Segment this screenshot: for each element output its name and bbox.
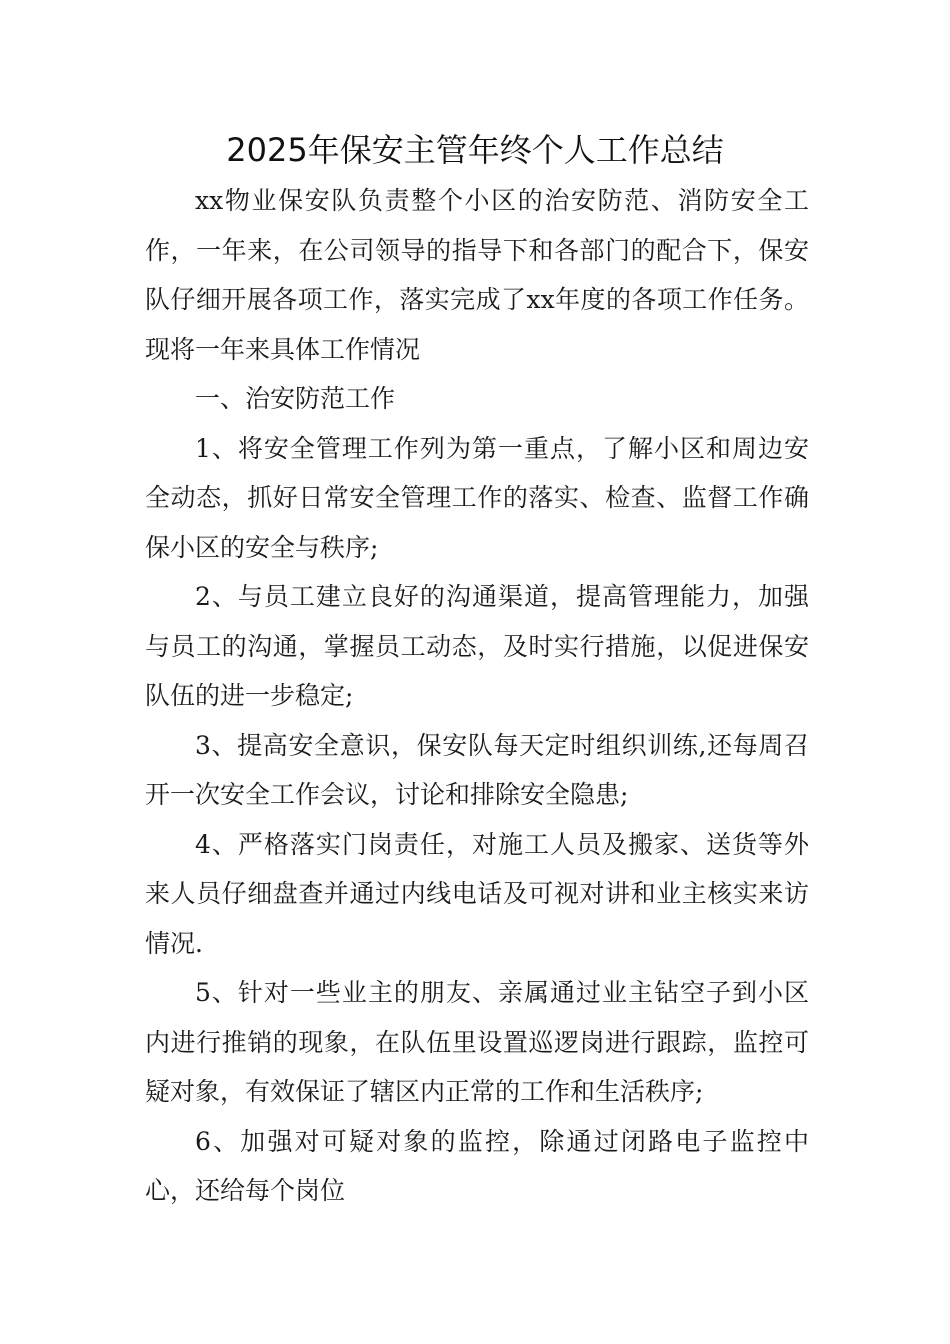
document-body — [145, 176, 809, 1216]
paragraph-intro: xx物业保安队负责整个小区的治安防范、消防安全工作，一年来，在公司领导的指导下和各部门的配合下，保安队仔细开展各项工作，落实完成了xx年度的各项工作任务。现将一年来具体工作情况 — [145, 186, 809, 364]
paragraph-item-3: 3、提高安全意识，保安队每天定时组织训练,还每周召开一次安全工作会议，讨论和排除安全隐患; — [145, 730, 809, 809]
paragraph-item-1: 1、将安全管理工作列为第一重点，了解小区和周边安全动态，抓好日常安全管理工作的落实、检查、监督工作确保小区的安全与秩序; — [145, 433, 809, 562]
document-title: 2025年保安主管年终个人工作总结 — [226, 131, 724, 169]
paragraph-item-2: 2、与员工建立良好的沟通渠道，提高管理能力，加强与员工的沟通，掌握员工动态，及时实行措施，以促进保安队伍的进一步稳定; — [145, 582, 809, 710]
paragraph-item-4: 4、严格落实门岗责任，对施工人员及搬家、送货等外来人员仔细盘查并通过内线电话及可视对讲和业主核实来访情况. — [145, 829, 809, 958]
section-heading-security: 一、治安防范工作 — [195, 384, 396, 413]
paragraph-item-5: 5、针对一些业主的朋友、亲属通过业主钻空子到小区内进行推销的现象，在队伍里设置巡逻岗进行跟踪，监控可疑对象，有效保证了辖区内正常的工作和生活秩序; — [145, 978, 809, 1106]
paragraph-item-6: 6、加强对可疑对象的监控，除通过闭路电子监控中心，还给每个岗位 — [145, 1126, 809, 1205]
